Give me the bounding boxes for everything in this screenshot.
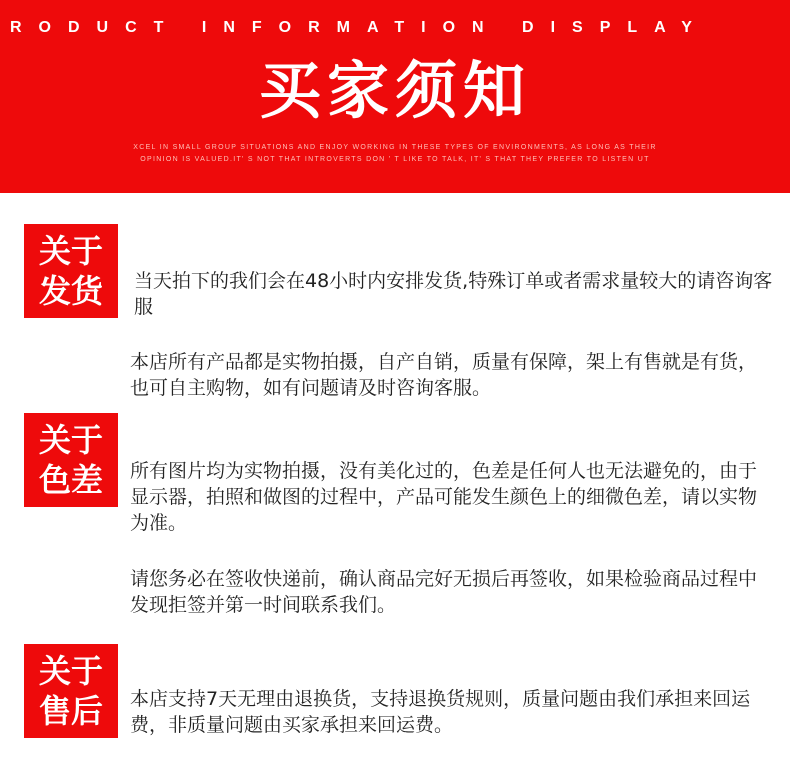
tag-line-2: 发货 xyxy=(38,272,103,310)
tag-shipping xyxy=(24,224,118,318)
page-title: 买家须知 xyxy=(258,54,531,127)
after-sales-paragraph: 本店支持7天无理由退换货，支持退换货规则，质量问题由我们承担来回运费，非质量问题由买家承担来回运费。 xyxy=(130,688,751,736)
banner-subtitle: XCEL IN SMALL GROUP SITUATIONS AND ENJOY WORKING IN THESE TYPES OF ENVIRONMENTS, AS LONG AS THEIR OPINION IS VALUED.IT' S NOT THAT INTROVERTS DON ' T LIKE TO TALK, IT' S THAT THEY PREFER TO LISTEN UT xyxy=(133,144,657,163)
shipping-paragraph: 当天拍下的我们会在48小时内安排发货,特殊订单或者需求量较大的请咨询客服 xyxy=(134,270,773,318)
header-banner xyxy=(0,0,790,193)
english-heading: RODUCT INFORMATION DISPLAY xyxy=(10,19,709,36)
tag-after-sales xyxy=(24,644,118,738)
tag-line-1: 关于 xyxy=(38,421,103,459)
color-difference-paragraph: 所有图片均为实物拍摄，没有美化过的，色差是任何人也无法避免的，由于显示器，拍照和做图的过程中，产品可能发生颜色上的细微色差，请以实物为准。 xyxy=(130,460,758,534)
product-paragraph: 本店所有产品都是实物拍摄，自产自销，质量有保障，架上有售就是有货，也可自主购物，如有问题请及时咨询客服。 xyxy=(130,351,758,399)
signing-paragraph: 请您务必在签收快递前，确认商品完好无损后再签收，如果检验商品过程中发现拒签并第一时间联系我们。 xyxy=(130,568,758,616)
tag-line-2: 售后 xyxy=(38,692,103,730)
tag-line-1: 关于 xyxy=(38,232,103,270)
tag-color-difference xyxy=(24,413,118,507)
tag-line-1: 关于 xyxy=(38,652,103,690)
tag-line-2: 色差 xyxy=(38,461,103,499)
